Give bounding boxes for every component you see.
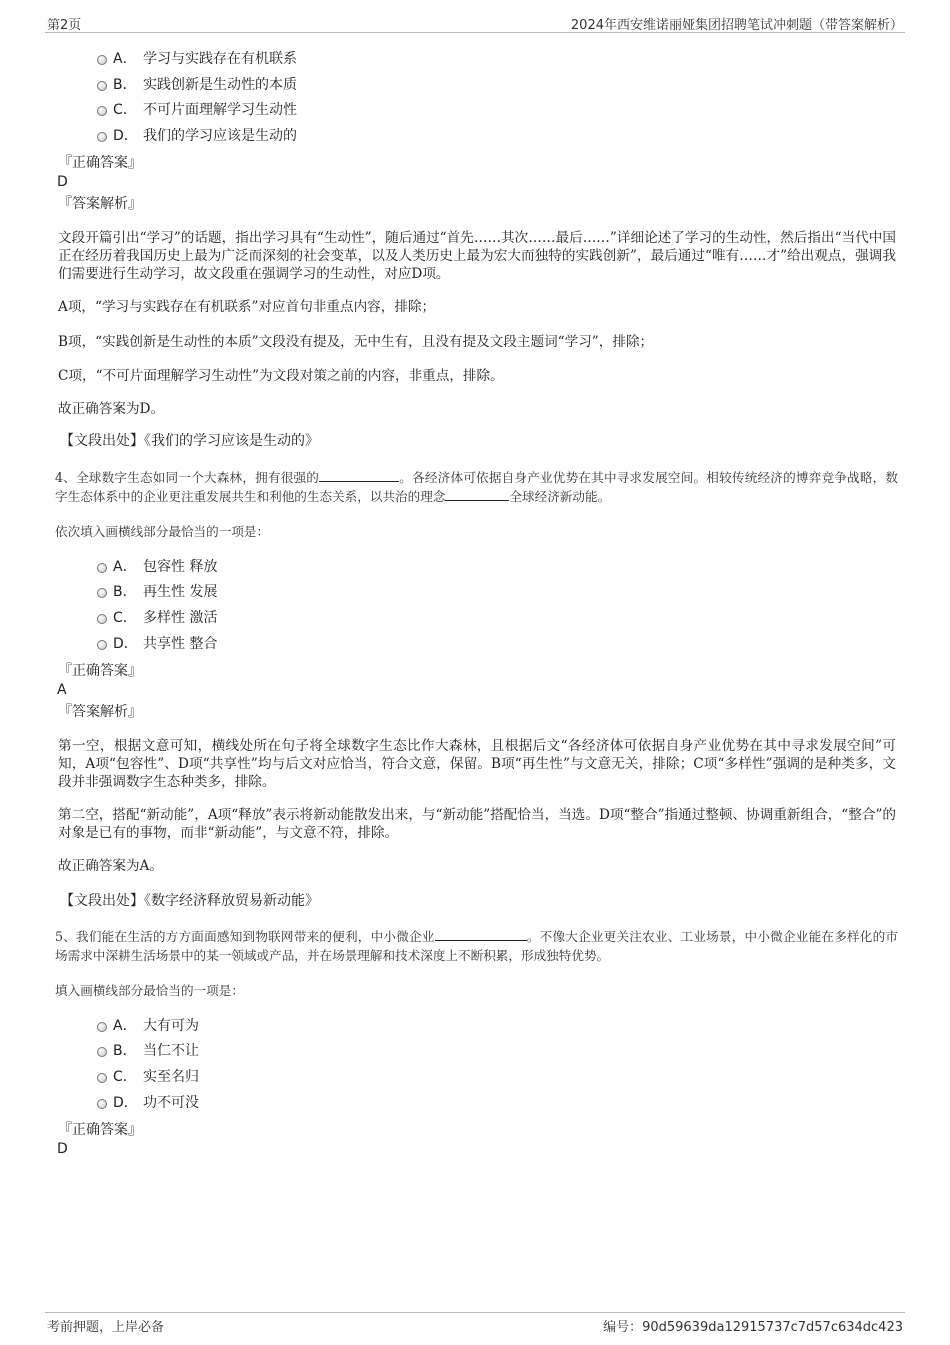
q4-stem: 4、全球数字生态如同一个大森林，拥有很强的 。各经济体可依据自身产业优势在其中寻求发展空间。相较传统经济的博弈竞争战略，数字生态体系中的企业更注重发展共生和利他的生态关系，以共治的理念 全球经济新动能。 bbox=[55, 470, 899, 504]
radio-icon[interactable] bbox=[97, 588, 107, 598]
radio-icon[interactable] bbox=[97, 106, 107, 116]
q4-option-a[interactable]: A． 包容性 释放 bbox=[97, 557, 217, 577]
q3-source: 【文段出处】《我们的学习应该是生动的》 bbox=[60, 433, 319, 449]
q3-answer-label: 『正确答案』 bbox=[58, 155, 142, 171]
radio-icon[interactable] bbox=[97, 1073, 107, 1083]
q3-analysis-paragraph: B项，“实践创新是生动性的本质”文段没有提及，无中生有，且没有提及文段主题词“学习”，排除； bbox=[58, 334, 654, 350]
q5-answer-label: 『正确答案』 bbox=[58, 1122, 142, 1138]
radio-icon[interactable] bbox=[97, 55, 107, 65]
q4-answer-label: 『正确答案』 bbox=[58, 663, 142, 679]
q5-option-d[interactable]: D． 功不可没 bbox=[97, 1093, 199, 1113]
radio-icon[interactable] bbox=[97, 1047, 107, 1057]
q4-answer: A bbox=[57, 682, 67, 698]
q4-prompt: 依次填入画横线部分最恰当的一项是： bbox=[55, 524, 270, 539]
radio-icon[interactable] bbox=[97, 132, 107, 142]
fill-blank bbox=[435, 928, 527, 941]
fill-blank bbox=[445, 488, 509, 501]
q4-analysis-label: 『答案解析』 bbox=[58, 704, 142, 720]
document-title: 2024年西安维诺丽娅集团招聘笔试冲刺题（带答案解析） bbox=[570, 18, 903, 33]
q4-analysis-paragraph: 第二空，搭配“新动能”，A项“释放”表示将新动能散发出来，与“新动能”搭配恰当，当选。D项“整合”指通过整顿、协调重新组合，“整合”的对象是已有的事物，而非“新动能”，与文意不符，排除。 bbox=[58, 807, 896, 841]
q4-option-c[interactable]: C． 多样性 激活 bbox=[97, 608, 217, 628]
page-number: 第2页 bbox=[47, 18, 82, 33]
radio-icon[interactable] bbox=[97, 1022, 107, 1032]
q5-option-b[interactable]: B． 当仁不让 bbox=[97, 1041, 199, 1061]
fill-blank bbox=[319, 469, 399, 482]
q5-option-c[interactable]: C． 实至名归 bbox=[97, 1067, 199, 1087]
q3-option-a[interactable]: A． 学习与实践存在有机联系 bbox=[97, 49, 297, 69]
q4-source: 【文段出处】《数字经济释放贸易新动能》 bbox=[60, 893, 319, 909]
q3-analysis-paragraph: 文段开篇引出“学习”的话题，指出学习具有“生动性”，随后通过“首先……其次……最后……”详细论述了学习的生动性，然后指出“当代中国正在经历着我国历史上最为广泛而深刻的社会变革，以及人类历史上最为宏大而独特的实践创新”，最后通过“唯有……才”给出观点，强调我们需要进行生动学习，故文段重在强调学习的生动性，对应D项。 bbox=[58, 230, 896, 282]
q3-option-c[interactable]: C． 不可片面理解学习生动性 bbox=[97, 100, 297, 120]
radio-icon[interactable] bbox=[97, 563, 107, 573]
q4-option-b[interactable]: B． 再生性 发展 bbox=[97, 582, 217, 602]
q3-analysis-paragraph: A项，“学习与实践存在有机联系”对应首句非重点内容，排除； bbox=[58, 299, 436, 315]
q4-analysis-paragraph: 第一空，根据文意可知，横线处所在句子将全球数字生态比作大森林，且根据后文“各经济体可依据自身产业优势在其中寻求发展空间”可知，A项“包容性”、D项“共享性”均与后文对应恰当，符合文意，保留。B项“再生性”与文意无关，排除；C项“多样性”强调的是种类多，文段并非强调数字生态种类多，排除。 bbox=[58, 738, 896, 790]
q5-answer: D bbox=[57, 1141, 68, 1157]
radio-icon[interactable] bbox=[97, 640, 107, 650]
radio-icon[interactable] bbox=[97, 614, 107, 624]
document-code: 编号：90d59639da12915737c7d57c634dc423 bbox=[603, 1320, 903, 1335]
q3-option-b[interactable]: B． 实践创新是生动性的本质 bbox=[97, 75, 297, 95]
q3-analysis-paragraph: C项，“不可片面理解学习生动性”为文段对策之前的内容，非重点，排除。 bbox=[58, 368, 504, 384]
page-footer bbox=[45, 1312, 905, 1335]
q5-prompt: 填入画横线部分最恰当的一项是： bbox=[55, 983, 244, 998]
q4-option-d[interactable]: D． 共享性 整合 bbox=[97, 634, 217, 654]
q3-analysis-label: 『答案解析』 bbox=[58, 196, 142, 212]
q5-option-a[interactable]: A． 大有可为 bbox=[97, 1016, 199, 1036]
radio-icon[interactable] bbox=[97, 81, 107, 91]
q3-option-d[interactable]: D． 我们的学习应该是生动的 bbox=[97, 126, 297, 146]
q3-answer: D bbox=[57, 174, 68, 190]
footer-slogan: 考前押题，上岸必备 bbox=[47, 1320, 165, 1335]
page-header bbox=[45, 12, 905, 33]
q3-analysis-conclusion: 故正确答案为D。 bbox=[58, 401, 165, 417]
radio-icon[interactable] bbox=[97, 1099, 107, 1109]
q5-stem: 5、我们能在生活的方方面面感知到物联网带来的便利，中小微企业 。不像大企业更关注农业、工业场景，中小微企业能在多样化的市场需求中深耕生活场景中的某一领域或产品，并在场景理解和技术深度上不断积累，形成独特优势。 bbox=[55, 929, 899, 963]
q4-analysis-conclusion: 故正确答案为A。 bbox=[58, 858, 163, 874]
